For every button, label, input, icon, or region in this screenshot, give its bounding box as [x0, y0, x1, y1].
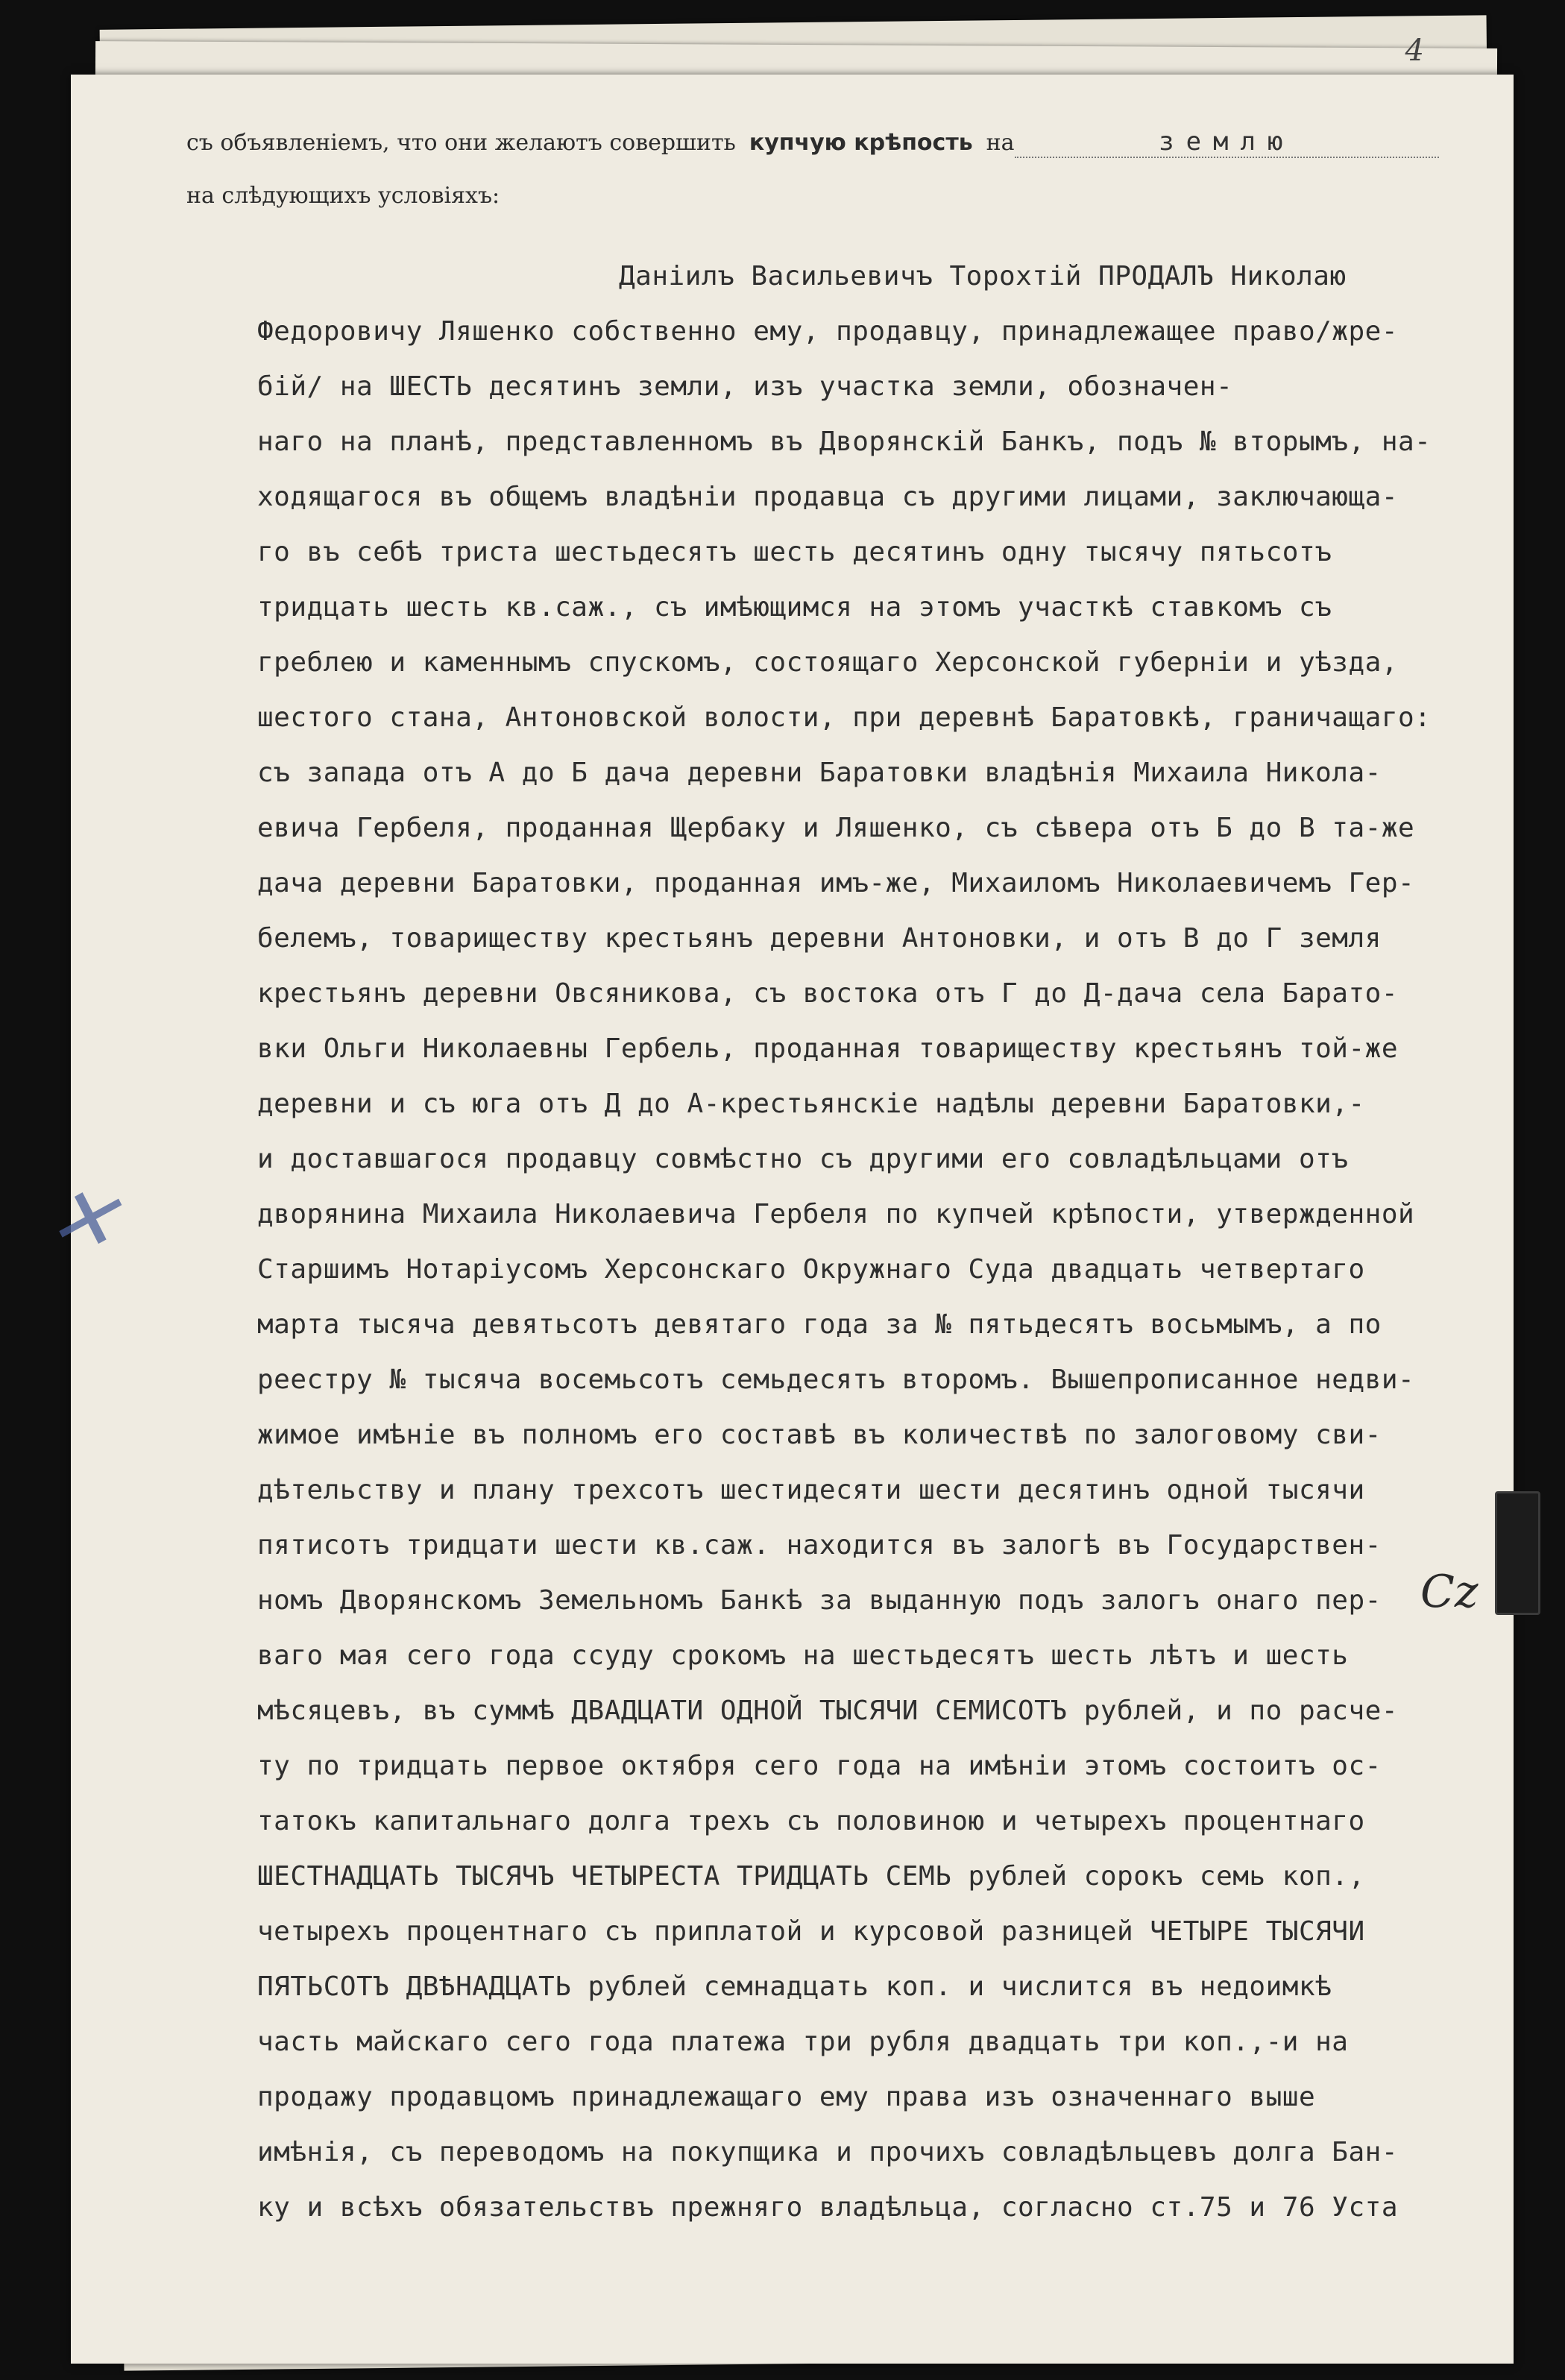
text-line: ПЯТЬСОТЪ ДВѢНАДЦАТЬ рублей семнадцать коп. и числится въ недоимкѣ: [257, 1971, 1332, 2002]
text-line: пятисотъ тридцати шести кв.саж. находится въ залогѣ въ Государствен-: [257, 1530, 1382, 1561]
page-number: 4: [1405, 34, 1424, 68]
text-line: ку и всѣхъ обязательствъ прежняго владѣльца, согласно ст.75 и 76 Уста: [257, 2192, 1398, 2223]
text-line: деревни и съ юга отъ Д до А-крестьянскіе надѣлы деревни Баратовки,-: [257, 1089, 1365, 1119]
text-line: марта тысяча девятьсотъ девятаго года за № пятьдесятъ восьмымъ, а по: [257, 1309, 1382, 1340]
text-line: четырехъ процентнаго съ приплатой и курсовой разницей ЧЕТЫРЕ ТЫСЯЧИ: [257, 1916, 1365, 1947]
text-line: Даніилъ Васильевичъ Торохтій ПРОДАЛЪ Николаю: [619, 261, 1347, 292]
text-line: съ запада отъ А до Б дача деревни Баратовки владѣнія Михаила Никола-: [257, 758, 1382, 788]
text-line: жимое имѣніе въ полномъ его составѣ въ количествѣ по залоговому сви-: [257, 1420, 1382, 1450]
text-line: ваго мая сего года ссуду срокомъ на шестьдесятъ шесть лѣтъ и шесть: [257, 1640, 1349, 1671]
text-line: ту по тридцать первое октября сего года на имѣніи этомъ состоитъ ос-: [257, 1751, 1382, 1781]
form-header: [186, 127, 1439, 171]
text-line: номъ Дворянскомъ Земельномъ Банкѣ за выданную подъ залогъ онаго пер-: [257, 1585, 1382, 1616]
deed-subject: землю: [1015, 127, 1439, 158]
text-line: ШЕСТНАДЦАТЬ ТЫСЯЧЪ ЧЕТЫРЕСТА ТРИДЦАТЬ СЕМЬ рублей сорокъ семь коп.,: [257, 1861, 1365, 1892]
deed-type: купчую крѣпость: [749, 130, 973, 156]
text-line: наго на планѣ, представленномъ въ Дворянскій Банкъ, подъ № вторымъ, на-: [257, 426, 1432, 457]
text-line: Федоровичу Ляшенко собственно ему, продавцу, принадлежащее право/жре-: [257, 316, 1398, 347]
text-line: продажу продавцомъ принадлежащаго ему права изъ означеннаго выше: [257, 2082, 1316, 2112]
text-line: греблею и каменнымъ спускомъ, состоящаго Херсонской губерніи и уѣзда,: [257, 647, 1398, 678]
text-line: бій/ на ШЕСТЬ десятинъ земли, изъ участка земли, обозначен-: [257, 371, 1233, 402]
text-line: дѣтельству и плану трехсотъ шестидесяти шести десятинъ одной тысячи: [257, 1475, 1365, 1505]
text-line: ходящагося въ общемъ владѣніи продавца съ другими лицами, заключающа-: [257, 482, 1398, 512]
text-line: дворянина Михаила Николаевича Гербеля по купчей крѣпости, утвержденной: [257, 1199, 1415, 1230]
text-line: вки Ольги Николаевны Гербель, проданная товариществу крестьянъ той-же: [257, 1033, 1398, 1064]
conditions-label: на слѣдующихъ условіяхъ:: [186, 183, 500, 209]
text-line: го въ себѣ триста шестьдесятъ шесть десятинъ одну тысячу пятьсотъ: [257, 537, 1332, 567]
text-line: реестру № тысяча восемьсотъ семьдесятъ второмъ. Вышепрописанное недви-: [257, 1364, 1415, 1395]
text-line: шестого стана, Антоновской волости, при деревнѣ Баратовкѣ, граничащаго:: [257, 702, 1432, 733]
handwritten-ink-mark: Cz: [1420, 1566, 1479, 1618]
text-line: белемъ, товариществу крестьянъ деревни Антоновки, и отъ В до Г земля: [257, 923, 1382, 954]
text-line: крестьянъ деревни Овсяникова, съ востока отъ Г до Д-дача села Барато-: [257, 978, 1398, 1009]
header-on: на: [986, 130, 1015, 156]
text-line: и доставшагося продавцу совмѣстно съ другими его совладѣльцами отъ: [257, 1144, 1349, 1174]
text-line: татокъ капитальнаго долга трехъ съ половиною и четырехъ процентнаго: [257, 1806, 1365, 1836]
text-line: тридцать шесть кв.саж., съ имѣющимся на этомъ участкѣ ставкомъ съ: [257, 592, 1332, 623]
header-prefix: съ объявленіемъ, что они желаютъ совершить: [186, 130, 736, 156]
text-line: мѣсяцевъ, въ суммѣ ДВАДЦАТИ ОДНОЙ ТЫСЯЧИ СЕМИСОТЪ рублей, и по расче-: [257, 1696, 1398, 1726]
header-line: [186, 127, 1439, 171]
text-line: Старшимъ Нотаріусомъ Херсонскаго Окружнаго Суда двадцать четвертаго: [257, 1254, 1365, 1285]
text-line: часть майскаго сего года платежа три рубля двадцать три коп.,-и на: [257, 2027, 1349, 2057]
binder-clip: [1495, 1491, 1540, 1615]
text-line: евича Гербеля, проданная Щербаку и Ляшенко, съ сѣвера отъ Б до В та-же: [257, 813, 1415, 843]
margin-pencil-mark: ✕: [40, 1165, 125, 1272]
text-line: дача деревни Баратовки, проданная имъ-же, Михаиломъ Николаевичемъ Гер-: [257, 868, 1415, 898]
text-line: имѣнія, съ переводомъ на покупщика и прочихъ совладѣльцевъ долга Бан-: [257, 2137, 1398, 2168]
